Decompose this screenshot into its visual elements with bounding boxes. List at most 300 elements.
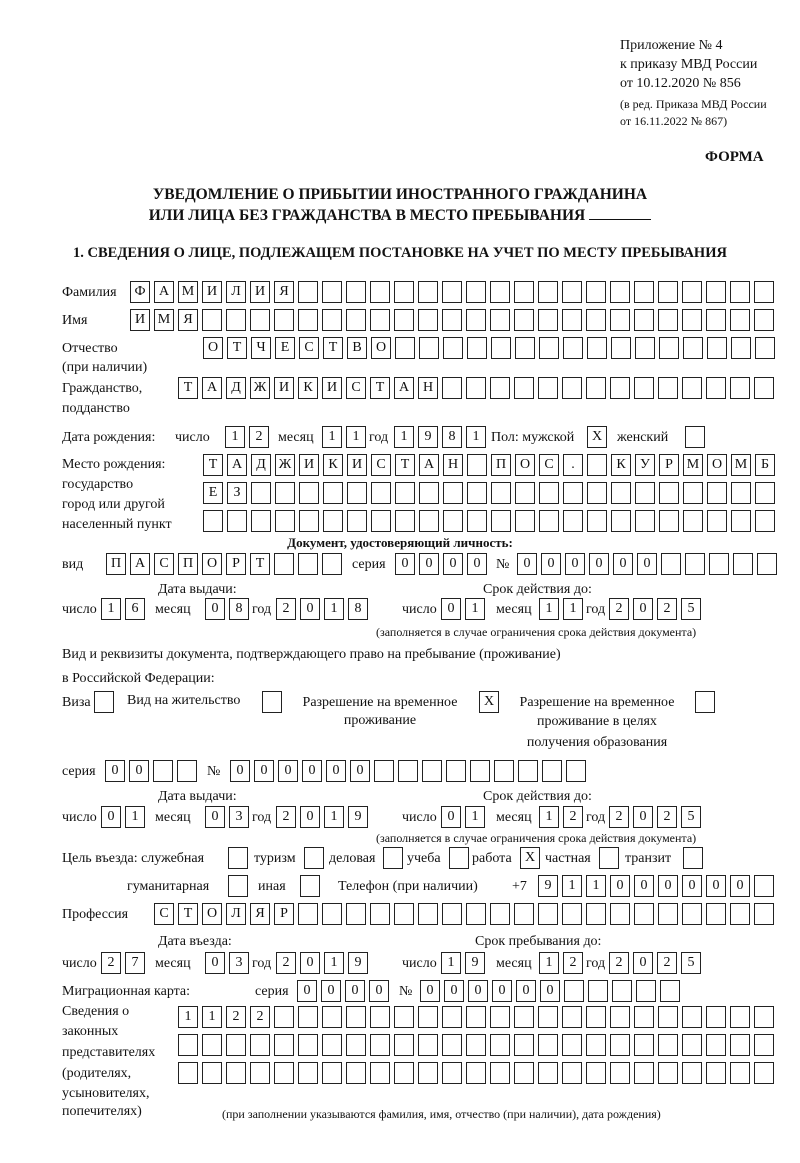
char-box[interactable] bbox=[730, 377, 750, 399]
char-box[interactable]: Я bbox=[250, 903, 270, 925]
char-box[interactable] bbox=[418, 903, 438, 925]
char-box[interactable] bbox=[322, 553, 342, 575]
char-box[interactable] bbox=[538, 903, 558, 925]
char-box[interactable] bbox=[562, 1006, 582, 1028]
char-box[interactable]: Ч bbox=[251, 337, 271, 359]
char-box[interactable] bbox=[490, 903, 510, 925]
char-box[interactable]: И bbox=[202, 281, 222, 303]
char-box[interactable]: О bbox=[371, 337, 391, 359]
char-box[interactable] bbox=[383, 847, 403, 869]
char-box[interactable] bbox=[203, 510, 223, 532]
char-box[interactable] bbox=[706, 1062, 726, 1084]
char-box[interactable] bbox=[374, 760, 394, 782]
char-box[interactable] bbox=[274, 1006, 294, 1028]
char-box[interactable]: 0 bbox=[589, 553, 609, 575]
char-box[interactable]: 0 bbox=[633, 952, 653, 974]
char-box[interactable] bbox=[371, 482, 391, 504]
char-box[interactable]: Т bbox=[395, 454, 415, 476]
char-box[interactable]: П bbox=[491, 454, 511, 476]
char-box[interactable] bbox=[562, 281, 582, 303]
char-box[interactable]: П bbox=[178, 553, 198, 575]
char-box[interactable] bbox=[153, 760, 173, 782]
char-box[interactable]: 0 bbox=[441, 598, 461, 620]
char-box[interactable]: 1 bbox=[539, 598, 559, 620]
char-box[interactable] bbox=[443, 510, 463, 532]
char-box[interactable]: 0 bbox=[634, 875, 654, 897]
char-box[interactable] bbox=[322, 309, 342, 331]
char-box[interactable]: 0 bbox=[326, 760, 346, 782]
char-box[interactable] bbox=[757, 553, 777, 575]
char-box[interactable] bbox=[226, 1062, 246, 1084]
char-box[interactable] bbox=[395, 482, 415, 504]
char-box[interactable] bbox=[658, 1034, 678, 1056]
char-box[interactable] bbox=[514, 377, 534, 399]
char-box[interactable] bbox=[370, 903, 390, 925]
char-box[interactable]: 0 bbox=[302, 760, 322, 782]
char-box[interactable] bbox=[514, 281, 534, 303]
char-box[interactable]: 0 bbox=[129, 760, 149, 782]
char-box[interactable] bbox=[682, 903, 702, 925]
char-box[interactable] bbox=[562, 377, 582, 399]
char-box[interactable] bbox=[518, 760, 538, 782]
char-box[interactable] bbox=[658, 1006, 678, 1028]
char-box[interactable]: 2 bbox=[276, 806, 296, 828]
char-box[interactable]: 0 bbox=[105, 760, 125, 782]
char-box[interactable] bbox=[274, 553, 294, 575]
char-box[interactable] bbox=[394, 281, 414, 303]
char-box[interactable] bbox=[466, 1034, 486, 1056]
char-box[interactable] bbox=[661, 553, 681, 575]
char-box[interactable] bbox=[304, 847, 324, 869]
char-box[interactable] bbox=[442, 1006, 462, 1028]
char-box[interactable] bbox=[322, 1062, 342, 1084]
char-box[interactable] bbox=[442, 281, 462, 303]
char-box[interactable] bbox=[682, 281, 702, 303]
char-box[interactable] bbox=[636, 980, 656, 1002]
char-box[interactable] bbox=[467, 337, 487, 359]
char-box[interactable]: А bbox=[154, 281, 174, 303]
char-box[interactable]: И bbox=[322, 377, 342, 399]
char-box[interactable] bbox=[419, 510, 439, 532]
char-box[interactable] bbox=[322, 1006, 342, 1028]
char-box[interactable]: Д bbox=[251, 454, 271, 476]
char-box[interactable] bbox=[658, 281, 678, 303]
char-box[interactable] bbox=[634, 903, 654, 925]
char-box[interactable] bbox=[346, 903, 366, 925]
char-box[interactable] bbox=[394, 309, 414, 331]
char-box[interactable] bbox=[706, 377, 726, 399]
char-box[interactable] bbox=[754, 903, 774, 925]
char-box[interactable] bbox=[466, 1006, 486, 1028]
char-box[interactable]: 0 bbox=[467, 553, 487, 575]
char-box[interactable] bbox=[635, 337, 655, 359]
char-box[interactable] bbox=[587, 510, 607, 532]
char-box[interactable]: Т bbox=[250, 553, 270, 575]
char-box[interactable]: . bbox=[563, 454, 583, 476]
char-box[interactable]: 1 bbox=[324, 598, 344, 620]
char-box[interactable]: 3 bbox=[229, 952, 249, 974]
char-box[interactable]: 0 bbox=[682, 875, 702, 897]
char-box[interactable]: 0 bbox=[321, 980, 341, 1002]
char-box[interactable] bbox=[466, 377, 486, 399]
char-box[interactable] bbox=[178, 1034, 198, 1056]
char-box[interactable]: 0 bbox=[300, 952, 320, 974]
char-box[interactable] bbox=[228, 875, 248, 897]
char-box[interactable] bbox=[730, 1006, 750, 1028]
char-box[interactable]: 9 bbox=[348, 952, 368, 974]
char-box[interactable]: 5 bbox=[681, 806, 701, 828]
char-box[interactable] bbox=[731, 337, 751, 359]
char-box[interactable] bbox=[346, 1034, 366, 1056]
char-box[interactable]: 0 bbox=[278, 760, 298, 782]
char-box[interactable] bbox=[586, 1062, 606, 1084]
char-box[interactable] bbox=[346, 1006, 366, 1028]
char-box[interactable] bbox=[467, 482, 487, 504]
char-box[interactable]: 1 bbox=[563, 598, 583, 620]
char-box[interactable] bbox=[587, 337, 607, 359]
char-box[interactable]: 0 bbox=[637, 553, 657, 575]
char-box[interactable] bbox=[658, 903, 678, 925]
char-box[interactable] bbox=[587, 454, 607, 476]
char-box[interactable]: О bbox=[515, 454, 535, 476]
char-box[interactable]: 1 bbox=[441, 952, 461, 974]
char-box[interactable]: 0 bbox=[540, 980, 560, 1002]
char-box[interactable] bbox=[599, 847, 619, 869]
char-box[interactable]: С bbox=[154, 553, 174, 575]
char-box[interactable] bbox=[682, 377, 702, 399]
char-box[interactable] bbox=[466, 903, 486, 925]
char-box[interactable] bbox=[538, 1062, 558, 1084]
char-box[interactable] bbox=[683, 847, 703, 869]
char-box[interactable] bbox=[563, 510, 583, 532]
char-box[interactable]: 0 bbox=[633, 806, 653, 828]
char-box[interactable] bbox=[394, 1034, 414, 1056]
char-box[interactable] bbox=[466, 281, 486, 303]
char-box[interactable]: М bbox=[154, 309, 174, 331]
char-box[interactable] bbox=[754, 1062, 774, 1084]
char-box[interactable]: Т bbox=[178, 903, 198, 925]
char-box[interactable] bbox=[706, 1034, 726, 1056]
char-box[interactable] bbox=[566, 760, 586, 782]
char-box[interactable] bbox=[683, 510, 703, 532]
char-box[interactable]: Л bbox=[226, 281, 246, 303]
char-box[interactable]: 0 bbox=[419, 553, 439, 575]
char-box[interactable] bbox=[226, 1034, 246, 1056]
char-box[interactable] bbox=[490, 1006, 510, 1028]
char-box[interactable]: 0 bbox=[101, 806, 121, 828]
char-box[interactable] bbox=[298, 553, 318, 575]
char-box[interactable] bbox=[94, 691, 114, 713]
char-box[interactable] bbox=[754, 309, 774, 331]
char-box[interactable] bbox=[635, 482, 655, 504]
char-box[interactable] bbox=[443, 337, 463, 359]
char-box[interactable]: 5 bbox=[681, 598, 701, 620]
char-box[interactable]: 2 bbox=[101, 952, 121, 974]
char-box[interactable] bbox=[754, 875, 774, 897]
char-box[interactable] bbox=[586, 281, 606, 303]
char-box[interactable]: 2 bbox=[249, 426, 269, 448]
char-box[interactable]: 1 bbox=[178, 1006, 198, 1028]
char-box[interactable]: 0 bbox=[443, 553, 463, 575]
char-box[interactable] bbox=[731, 510, 751, 532]
char-box[interactable] bbox=[323, 510, 343, 532]
char-box[interactable]: 1 bbox=[322, 426, 342, 448]
char-box[interactable]: 2 bbox=[563, 952, 583, 974]
char-box[interactable] bbox=[298, 903, 318, 925]
char-box[interactable]: К bbox=[298, 377, 318, 399]
char-box[interactable] bbox=[251, 482, 271, 504]
char-box[interactable]: 1 bbox=[562, 875, 582, 897]
char-box[interactable] bbox=[514, 903, 534, 925]
char-box[interactable] bbox=[634, 1034, 654, 1056]
char-box[interactable] bbox=[490, 1034, 510, 1056]
char-box[interactable]: X bbox=[587, 426, 607, 448]
char-box[interactable] bbox=[514, 1006, 534, 1028]
char-box[interactable] bbox=[178, 1062, 198, 1084]
char-box[interactable] bbox=[634, 1062, 654, 1084]
char-box[interactable] bbox=[494, 760, 514, 782]
char-box[interactable] bbox=[733, 553, 753, 575]
char-box[interactable]: Ф bbox=[130, 281, 150, 303]
char-box[interactable]: 1 bbox=[202, 1006, 222, 1028]
char-box[interactable] bbox=[586, 1034, 606, 1056]
char-box[interactable]: 2 bbox=[657, 806, 677, 828]
char-box[interactable]: Б bbox=[755, 454, 775, 476]
char-box[interactable]: З bbox=[227, 482, 247, 504]
char-box[interactable]: 0 bbox=[658, 875, 678, 897]
char-box[interactable]: 5 bbox=[681, 952, 701, 974]
char-box[interactable] bbox=[682, 1034, 702, 1056]
char-box[interactable]: В bbox=[347, 337, 367, 359]
char-box[interactable] bbox=[542, 760, 562, 782]
char-box[interactable] bbox=[634, 377, 654, 399]
char-box[interactable] bbox=[610, 281, 630, 303]
char-box[interactable] bbox=[562, 309, 582, 331]
char-box[interactable] bbox=[442, 903, 462, 925]
char-box[interactable] bbox=[300, 875, 320, 897]
char-box[interactable] bbox=[466, 309, 486, 331]
char-box[interactable]: 0 bbox=[297, 980, 317, 1002]
char-box[interactable] bbox=[491, 337, 511, 359]
char-box[interactable] bbox=[275, 510, 295, 532]
char-box[interactable] bbox=[298, 309, 318, 331]
char-box[interactable]: А bbox=[419, 454, 439, 476]
char-box[interactable]: С bbox=[346, 377, 366, 399]
char-box[interactable] bbox=[562, 1034, 582, 1056]
char-box[interactable] bbox=[202, 1034, 222, 1056]
char-box[interactable] bbox=[394, 1006, 414, 1028]
char-box[interactable] bbox=[418, 281, 438, 303]
char-box[interactable] bbox=[659, 482, 679, 504]
char-box[interactable] bbox=[709, 553, 729, 575]
char-box[interactable]: 2 bbox=[657, 952, 677, 974]
char-box[interactable] bbox=[538, 309, 558, 331]
char-box[interactable] bbox=[611, 510, 631, 532]
char-box[interactable] bbox=[491, 482, 511, 504]
char-box[interactable] bbox=[443, 482, 463, 504]
char-box[interactable]: 2 bbox=[609, 598, 629, 620]
char-box[interactable] bbox=[467, 510, 487, 532]
char-box[interactable] bbox=[754, 1034, 774, 1056]
char-box[interactable]: 1 bbox=[539, 806, 559, 828]
char-box[interactable] bbox=[202, 309, 222, 331]
char-box[interactable]: И bbox=[299, 454, 319, 476]
char-box[interactable]: О bbox=[203, 337, 223, 359]
char-box[interactable]: С bbox=[299, 337, 319, 359]
char-box[interactable] bbox=[298, 281, 318, 303]
char-box[interactable] bbox=[634, 281, 654, 303]
char-box[interactable]: 1 bbox=[225, 426, 245, 448]
char-box[interactable] bbox=[610, 309, 630, 331]
char-box[interactable]: А bbox=[130, 553, 150, 575]
char-box[interactable]: 8 bbox=[229, 598, 249, 620]
char-box[interactable] bbox=[370, 281, 390, 303]
char-box[interactable] bbox=[394, 1062, 414, 1084]
char-box[interactable] bbox=[442, 1062, 462, 1084]
char-box[interactable]: 0 bbox=[205, 806, 225, 828]
char-box[interactable]: 2 bbox=[226, 1006, 246, 1028]
char-box[interactable] bbox=[539, 510, 559, 532]
char-box[interactable] bbox=[274, 1062, 294, 1084]
char-box[interactable] bbox=[370, 1062, 390, 1084]
char-box[interactable]: Я bbox=[274, 281, 294, 303]
char-box[interactable]: 0 bbox=[205, 952, 225, 974]
char-box[interactable] bbox=[262, 691, 282, 713]
char-box[interactable] bbox=[706, 281, 726, 303]
char-box[interactable]: Т bbox=[370, 377, 390, 399]
char-box[interactable]: 8 bbox=[348, 598, 368, 620]
char-box[interactable] bbox=[323, 482, 343, 504]
char-box[interactable]: 9 bbox=[538, 875, 558, 897]
char-box[interactable] bbox=[442, 377, 462, 399]
char-box[interactable] bbox=[347, 510, 367, 532]
char-box[interactable]: М bbox=[178, 281, 198, 303]
char-box[interactable] bbox=[226, 309, 246, 331]
char-box[interactable]: 0 bbox=[254, 760, 274, 782]
char-box[interactable]: Ж bbox=[250, 377, 270, 399]
char-box[interactable] bbox=[250, 1062, 270, 1084]
char-box[interactable]: 0 bbox=[706, 875, 726, 897]
char-box[interactable] bbox=[274, 1034, 294, 1056]
char-box[interactable]: 0 bbox=[633, 598, 653, 620]
char-box[interactable]: 7 bbox=[125, 952, 145, 974]
char-box[interactable] bbox=[730, 1034, 750, 1056]
char-box[interactable]: 1 bbox=[346, 426, 366, 448]
char-box[interactable] bbox=[754, 377, 774, 399]
char-box[interactable] bbox=[515, 510, 535, 532]
char-box[interactable]: 0 bbox=[565, 553, 585, 575]
char-box[interactable]: Т bbox=[227, 337, 247, 359]
char-box[interactable]: 1 bbox=[324, 952, 344, 974]
char-box[interactable]: 9 bbox=[348, 806, 368, 828]
char-box[interactable]: 0 bbox=[468, 980, 488, 1002]
char-box[interactable]: 1 bbox=[465, 598, 485, 620]
char-box[interactable]: X bbox=[520, 847, 540, 869]
char-box[interactable] bbox=[298, 1034, 318, 1056]
char-box[interactable] bbox=[658, 309, 678, 331]
char-box[interactable]: Т bbox=[323, 337, 343, 359]
char-box[interactable]: Р bbox=[659, 454, 679, 476]
char-box[interactable]: 0 bbox=[369, 980, 389, 1002]
char-box[interactable] bbox=[251, 510, 271, 532]
char-box[interactable] bbox=[586, 1006, 606, 1028]
char-box[interactable] bbox=[419, 482, 439, 504]
char-box[interactable]: О bbox=[202, 553, 222, 575]
char-box[interactable]: Т bbox=[203, 454, 223, 476]
char-box[interactable] bbox=[635, 510, 655, 532]
char-box[interactable]: 1 bbox=[539, 952, 559, 974]
char-box[interactable] bbox=[706, 1006, 726, 1028]
char-box[interactable]: И bbox=[250, 281, 270, 303]
char-box[interactable] bbox=[418, 1006, 438, 1028]
char-box[interactable] bbox=[730, 903, 750, 925]
char-box[interactable] bbox=[731, 482, 751, 504]
char-box[interactable] bbox=[682, 1006, 702, 1028]
char-box[interactable]: Н bbox=[443, 454, 463, 476]
char-box[interactable] bbox=[514, 1034, 534, 1056]
char-box[interactable] bbox=[634, 1006, 654, 1028]
char-box[interactable]: 2 bbox=[563, 806, 583, 828]
char-box[interactable] bbox=[442, 309, 462, 331]
char-box[interactable] bbox=[418, 1062, 438, 1084]
char-box[interactable]: Т bbox=[178, 377, 198, 399]
char-box[interactable]: 9 bbox=[465, 952, 485, 974]
char-box[interactable] bbox=[658, 377, 678, 399]
char-box[interactable] bbox=[370, 1034, 390, 1056]
char-box[interactable] bbox=[587, 482, 607, 504]
char-box[interactable] bbox=[706, 903, 726, 925]
char-box[interactable] bbox=[490, 377, 510, 399]
char-box[interactable] bbox=[371, 510, 391, 532]
char-box[interactable] bbox=[586, 903, 606, 925]
char-box[interactable] bbox=[660, 980, 680, 1002]
char-box[interactable]: 2 bbox=[250, 1006, 270, 1028]
char-box[interactable] bbox=[564, 980, 584, 1002]
char-box[interactable]: 1 bbox=[125, 806, 145, 828]
char-box[interactable] bbox=[685, 553, 705, 575]
char-box[interactable]: Р bbox=[226, 553, 246, 575]
char-box[interactable] bbox=[346, 1062, 366, 1084]
char-box[interactable]: Е bbox=[203, 482, 223, 504]
char-box[interactable] bbox=[515, 337, 535, 359]
char-box[interactable] bbox=[538, 1034, 558, 1056]
char-box[interactable] bbox=[514, 1062, 534, 1084]
char-box[interactable] bbox=[563, 482, 583, 504]
char-box[interactable]: 0 bbox=[395, 553, 415, 575]
char-box[interactable] bbox=[707, 510, 727, 532]
char-box[interactable] bbox=[177, 760, 197, 782]
char-box[interactable] bbox=[418, 309, 438, 331]
char-box[interactable]: 1 bbox=[466, 426, 486, 448]
char-box[interactable] bbox=[514, 309, 534, 331]
char-box[interactable] bbox=[419, 337, 439, 359]
char-box[interactable]: 2 bbox=[609, 952, 629, 974]
char-box[interactable] bbox=[275, 482, 295, 504]
char-box[interactable] bbox=[755, 482, 775, 504]
char-box[interactable]: С bbox=[154, 903, 174, 925]
char-box[interactable]: 0 bbox=[300, 806, 320, 828]
char-box[interactable] bbox=[228, 847, 248, 869]
char-box[interactable] bbox=[683, 337, 703, 359]
char-box[interactable] bbox=[539, 337, 559, 359]
char-box[interactable]: 9 bbox=[418, 426, 438, 448]
char-box[interactable] bbox=[394, 903, 414, 925]
char-box[interactable]: И bbox=[347, 454, 367, 476]
char-box[interactable]: 0 bbox=[730, 875, 750, 897]
char-box[interactable] bbox=[466, 1062, 486, 1084]
char-box[interactable]: X bbox=[479, 691, 499, 713]
char-box[interactable]: 2 bbox=[276, 598, 296, 620]
